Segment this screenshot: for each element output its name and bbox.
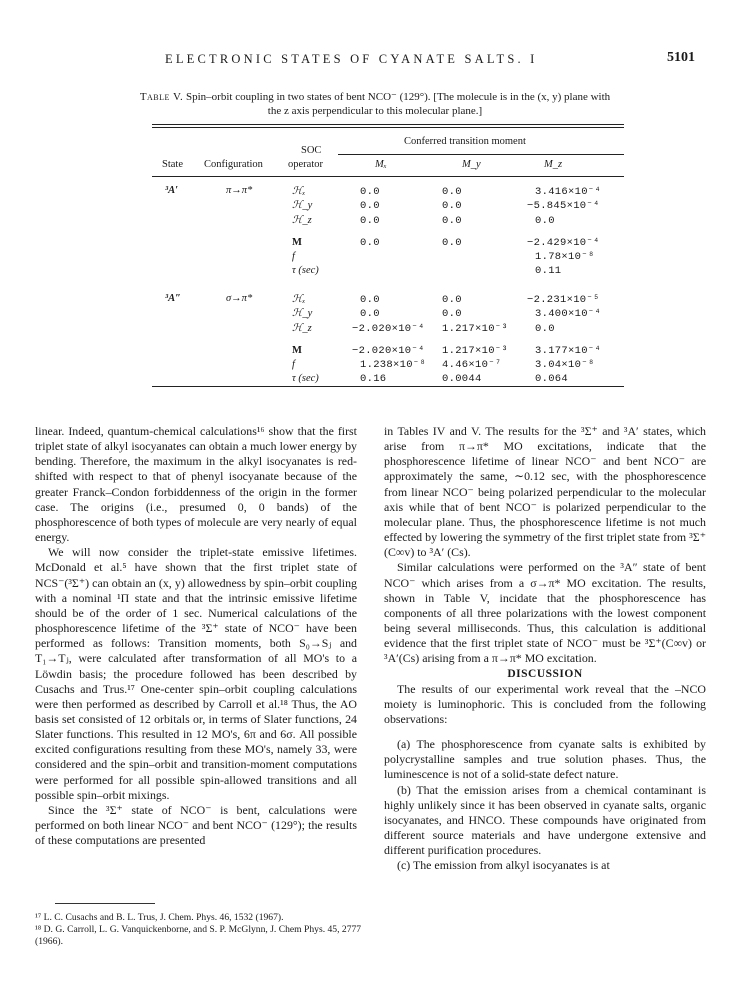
row-gap <box>292 336 319 344</box>
operator-cell: f <box>292 359 295 371</box>
mz-column <box>527 293 601 387</box>
mx-cell <box>360 250 380 264</box>
my-cell: 0.0 <box>442 308 462 321</box>
caption-line-1: Spin–orbit coupling in two states of bent NCO⁻ (129°). [The molecule is in the (x, y) plane with <box>186 91 611 103</box>
my-cell <box>442 250 462 264</box>
header-mx: Mₓ <box>375 159 387 170</box>
state-label: ³A′ <box>165 185 179 196</box>
operator-cell: ℋₓ <box>292 186 306 197</box>
header-bottom-rule <box>152 176 624 177</box>
my-cell: 1.217×10⁻³ <box>442 322 509 335</box>
header-my: M_y <box>462 159 481 170</box>
operator-cell: τ (sec) <box>292 373 319 385</box>
section-heading: DISCUSSION <box>507 667 583 680</box>
table-label: Table V. <box>139 91 184 103</box>
mx-cell: 1.238×10⁻⁸ <box>360 359 427 372</box>
row-gap <box>360 228 380 236</box>
header-state: State <box>162 159 183 170</box>
header-soc: SOC <box>301 145 322 156</box>
footnote-17: ¹⁷ L. C. Cusachs and B. L. Trus, J. Chem. Phys. 46, 1532 (1967). <box>35 912 284 923</box>
right-column <box>384 424 706 874</box>
mx-cell: −2.020×10⁻⁴ <box>352 344 425 357</box>
mz-cell: 0.11 <box>535 265 562 278</box>
header-configuration: Configuration <box>204 159 263 170</box>
my-cell: 0.0 <box>442 186 462 198</box>
mx-cell <box>360 264 380 278</box>
mz-cell: 1.78×10⁻⁸ <box>535 251 595 264</box>
operator-cell: τ (sec) <box>292 265 319 277</box>
paragraph: in Tables IV and V. The results for the ³Σ⁺ and ³A′ states, which arise from π→π* MO excitations, indicate that the phosphorescence lifetime of linear NCO⁻ and bent NCO⁻ are approximately the same, ∼0.12 sec, with the phosphorescence from linear NCO⁻ being polarized perpendicular to the molecular axis while that of bent NCO⁻ is polarized perpendicular to the molecular plane. Thus, the phosphorescence lifetime is not much effected by lowering the symmetry of the first triplet state from ³Σ⁺ (C∞v) to ³A′ (Cs). <box>384 424 706 560</box>
header-mz: M_z <box>544 159 563 170</box>
my-cell: 4.46×10⁻⁷ <box>442 359 502 372</box>
caption-line-2: the z axis perpendicular to this molecular plane.] <box>267 105 483 117</box>
footnote-18: ¹⁸ D. G. Carroll, L. G. Vanquickenborne, and S. P. McGlynn, J. Chem Phys. 45, 2777 (1966). <box>35 924 362 947</box>
state-label: ³A″ <box>165 293 181 304</box>
left-column <box>35 424 357 848</box>
header-operator: operator <box>288 159 323 170</box>
paragraph: (c) The emission from alkyl isocyanates is at <box>397 858 610 873</box>
paragraph: (a) The phosphorescence from cyanate salts is exhibited by polycrystalline samples and true solution phases. Thus, the luminescence is not of a solid-state defect nature. <box>384 737 706 782</box>
paragraph: Since the ³Σ⁺ state of NCO⁻ is bent, calculations were performed on both linear NCO⁻ and bent NCO⁻ (129°); the results of these computations are presented <box>35 802 357 848</box>
table-caption <box>85 90 665 118</box>
mx-cell: 0.16 <box>360 373 387 386</box>
mz-cell: 3.177×10⁻⁴ <box>535 344 602 357</box>
mz-cell: 0.064 <box>535 373 569 386</box>
mz-column <box>527 185 601 279</box>
footnote-rule <box>55 903 155 904</box>
mx-cell: 0.0 <box>360 308 380 321</box>
my-column <box>442 185 462 279</box>
mx-cell: 0.0 <box>360 186 380 198</box>
operator-cell: ℋ_z <box>292 214 312 226</box>
operator-cell: ℋ_y <box>292 308 313 320</box>
paragraph: linear. Indeed, quantum-chemical calculations¹⁶ show that the first triplet state of alkyl isocyanates can obtain a much lower energy by bending. Therefore, the maximum in the alkyl isocyanates is red-shifted with respect to that of phenyl isocyanate because of the greater Franck–Condon forbiddenness of the origin in the former case. The origins (i.e., presumed 0, 0 bands) of the phosphorescence of both types of molecule are very nearly of equal energy. <box>35 424 357 545</box>
row-gap <box>442 336 508 344</box>
page-header <box>0 52 748 72</box>
row-gap <box>352 336 426 344</box>
row-gap <box>442 228 462 236</box>
mx-cell: 0.0 <box>360 236 380 249</box>
mx-cell: 0.0 <box>360 214 380 227</box>
my-cell: 0.0 <box>442 214 462 227</box>
operator-cell: ℋ_y <box>292 200 313 212</box>
my-cell: 0.0044 <box>442 373 482 386</box>
page-number: 5101 <box>667 50 695 65</box>
operator-cell: f <box>292 251 295 263</box>
paragraph: The results of our experimental work reveal that the –NCO moiety is luminophoric. This is concluded from the following observations: <box>384 681 706 726</box>
row-gap <box>527 336 601 344</box>
paragraph: Similar calculations were performed on the ³A″ state of bent NCO⁻ which arises from a σ→π* MO excitation. The results, shown in Table V, incidate that the phosphorescence has components of all three polarizations with the lowest component being several milliseconds. Thus, this calculation is additional evidence that the first triplet state of NCO⁻ must be ³Σ⁺(C∞v) or ³A′(Cs) arising from a π→π* MO excitation. <box>384 560 706 666</box>
header-conferred: Conferred transition moment <box>404 136 526 147</box>
row-gap <box>292 228 319 236</box>
my-cell: 0.0 <box>442 236 462 249</box>
conferred-underline <box>338 154 624 155</box>
paragraph: (b) That the emission arises from a chemical contaminant is highly unlikely since it has been observed in cyanate salts, organic isocyanates, and HNCO. These compounds have originated from different source materials and have undergone extensive and different purification procedures. <box>384 782 706 858</box>
my-cell: 1.217×10⁻³ <box>442 344 509 357</box>
table-top-rule-2 <box>152 127 624 128</box>
paragraph: We will now consider the triplet-state emissive lifetimes. McDonald et al.⁵ have shown that the first triplet state of NCS⁻(³Σ⁺) can obtain an (x, y) allowedness by spin–orbit coupling with a nominal ¹Π state and that the intrinsic emissive lifetime should be of the order of 1 sec. Numerical calculations of the phosphorescence lifetime of the ³Σ⁺ state of NCO⁻ have been performed as follows: Transition moments, both S₀→Sⱼ and T₁→Tⱼ, were calculated after transformation of all MO's to a Löwdin basis; the procedure followed has been described by Cusachs and Trus.¹⁷ One-center spin–orbit coupling calculations were then performed as described by Carroll et al.¹⁸ Thus, the AO basis set consisted of 12 orbitals or, in terms of Slater functions, 24 Slater functions. This resulted in 12 MO's, 6π and 6σ. All possible excited configurations resulting from these MO's, namely 33, were considered and the spin–orbit and transition-moment computations were performed for all possible spin-allowed transitions and all possible spin–orbit mixings. <box>35 545 357 802</box>
configuration-label: π→π* <box>226 185 253 196</box>
table-top-rule <box>152 124 624 125</box>
mz-cell: 3.400×10⁻⁴ <box>535 308 602 321</box>
operator-cell: ℋₓ <box>292 294 306 305</box>
mx-column <box>352 293 426 387</box>
row-gap <box>527 228 601 236</box>
mz-cell: −5.845×10⁻⁴ <box>527 200 600 213</box>
my-cell: 0.0 <box>442 294 462 306</box>
mz-cell: 3.416×10⁻⁴ <box>535 186 602 198</box>
operator-cell: M <box>292 344 302 356</box>
operator-column <box>292 293 319 387</box>
mx-cell: 0.0 <box>360 294 380 306</box>
my-column <box>442 293 508 387</box>
my-cell <box>442 264 462 278</box>
running-title: ELECTRONIC STATES OF CYANATE SALTS. I <box>165 52 538 66</box>
operator-column <box>292 185 319 279</box>
configuration-label: σ→π* <box>226 293 253 304</box>
mx-cell: −2.020×10⁻⁴ <box>352 322 425 335</box>
operator-cell: M <box>292 236 302 248</box>
mz-cell: 0.0 <box>535 214 555 227</box>
mz-cell: −2.429×10⁻⁴ <box>527 236 600 249</box>
mz-cell: 0.0 <box>535 322 555 335</box>
mz-cell: −2.231×10⁻⁵ <box>527 294 600 306</box>
footnotes <box>35 912 375 948</box>
mx-column <box>360 185 380 279</box>
operator-cell: ℋ_z <box>292 322 312 334</box>
mx-cell: 0.0 <box>360 200 380 213</box>
mz-cell: 3.04×10⁻⁸ <box>535 359 595 372</box>
my-cell: 0.0 <box>442 200 462 213</box>
